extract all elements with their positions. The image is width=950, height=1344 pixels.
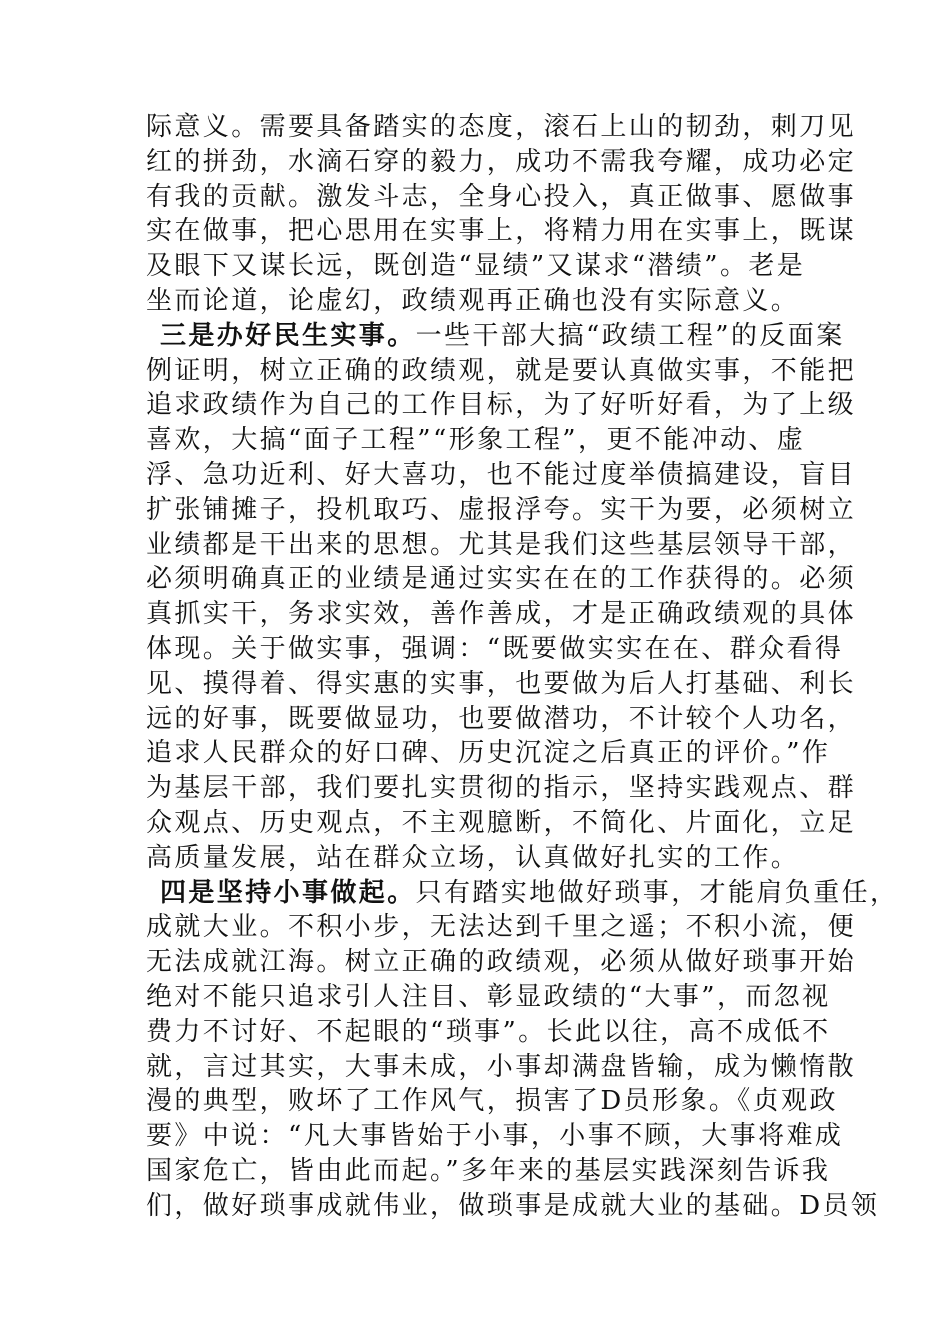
line-text: 红的拼劲，水滴石穿的毅力，成功不需我夸耀，成功必定: [146, 146, 857, 177]
text-line: [146, 702, 857, 737]
line-text: 实在做事，把心思用在实事上，将精力用在实事上，既谋: [146, 216, 857, 247]
line-text: 坐而论道，论虚幻，政绩观再正确也没有实际意义。: [146, 285, 800, 316]
text-line: [146, 1015, 831, 1050]
text-line: [146, 980, 831, 1015]
line-text: 为基层干部，我们要扎实贯彻的指示，坚持实践观点、群: [146, 773, 857, 804]
line-text: 国家危亡，皆由此而起。”多年来的基层实践深刻告诉我: [146, 1155, 831, 1186]
text-line: [146, 284, 806, 319]
line-text: 业绩都是干出来的思想。尤其是我们这些基层领导干部，: [146, 529, 857, 560]
text-line: [146, 180, 857, 215]
section-heading-line: [146, 319, 845, 354]
line-text: 浮、急功近利、好大喜功，也不能过度举债搞建设，盲目: [146, 459, 857, 490]
line-text: 扩张铺摊子，投机取巧、虚报浮夸。实干为要，必须树立: [146, 494, 857, 525]
line-text: 要》中说：“凡大事皆始于小事，小事不顾，大事将难成: [146, 1121, 844, 1152]
text-line: [146, 562, 857, 597]
text-line: [146, 806, 857, 841]
text-line: [146, 910, 857, 945]
line-text: 及眼下又谋长远，既创造“显绩”又谋求“潜绩”。老是: [146, 251, 806, 282]
text-line: [146, 841, 806, 876]
line-text: 追求政绩作为自己的工作目标，为了好听好看，为了上级: [146, 390, 857, 421]
text-line: [146, 597, 857, 632]
line-text: 际意义。需要具备踏实的态度，滚石上山的韧劲，刺刀见: [146, 112, 857, 142]
text-line: [146, 249, 806, 284]
text-line: [146, 1189, 880, 1224]
line-text: 高质量发展，站在群众立场，认真做好扎实的工作。: [146, 842, 800, 873]
text-line: [146, 736, 831, 771]
text-line: [146, 214, 857, 249]
text-line: [146, 493, 857, 528]
text-line: [146, 945, 857, 980]
line-text: 追求人民群众的好口碑、历史沉淀之后真正的评价。”作: [146, 738, 831, 769]
text-line: [146, 145, 857, 180]
line-text: 一些干部大搞“政绩工程”的反面案: [415, 320, 845, 351]
text-line: [146, 1154, 831, 1189]
line-text: 就，言过其实，大事未成，小事却满盘皆输，成为懒惰散: [146, 1051, 857, 1082]
section-heading-line: [146, 876, 899, 911]
text-line: [146, 528, 857, 563]
line-text: 有我的贡献。激发斗志，全身心投入，真正做事、愿做事: [146, 181, 857, 212]
text-line: [146, 423, 806, 458]
line-text: 们，做好琐事成就伟业，做琐事是成就大业的基础。D员领: [146, 1190, 880, 1221]
line-text: 例证明，树立正确的政绩观，就是要认真做实事，不能把: [146, 355, 857, 386]
line-text: 众观点、历史观点，不主观臆断，不简化、片面化，立足: [146, 807, 857, 838]
text-line: [146, 632, 844, 667]
line-text: 无法成就江海。树立正确的政绩观，必须从做好琐事开始: [146, 947, 857, 978]
line-text: 只有踏实地做好琐事，才能肩负重任，: [415, 877, 899, 908]
line-text: 喜欢，大搞“面子工程”“形象工程”，更不能冲动、虚: [146, 425, 806, 456]
line-text: 漫的典型，败坏了工作风气，损害了D员形象。《贞观政: [146, 1086, 838, 1117]
line-text: 费力不讨好、不起眼的“琐事”。长此以往，高不成低不: [146, 1016, 831, 1047]
line-text: 必须明确真正的业绩是通过实实在在的工作获得的。必须: [146, 564, 857, 595]
line-text: 绝对不能只追求引人注目、彰显政绩的“大事”，而忽视: [146, 981, 831, 1012]
line-text: 成就大业。不积小步，无法达到千里之遥；不积小流，便: [146, 912, 857, 943]
text-line: [146, 354, 857, 389]
line-text: 远的好事，既要做显功，也要做潜功，不计较个人功名，: [146, 703, 857, 734]
document-page: [146, 110, 899, 1224]
text-line: [146, 110, 857, 145]
line-text: 真抓实干，务求实效，善作善成，才是正确政绩观的具体: [146, 599, 857, 630]
text-line: [146, 458, 857, 493]
text-line: [146, 1119, 844, 1154]
text-line: [146, 771, 857, 806]
text-line: [146, 1050, 857, 1085]
text-line: [146, 667, 857, 702]
text-line: [146, 1084, 838, 1119]
line-text: 见、摸得着、得实惠的实事，也要做为后人打基础、利长: [146, 668, 857, 699]
line-text: 体现。关于做实事，强调：“既要做实实在在、群众看得: [146, 633, 844, 664]
section-heading-four: 四是坚持小事做起。: [160, 877, 416, 908]
section-heading-three: 三是办好民生实事。: [160, 320, 416, 351]
text-line: [146, 388, 857, 423]
